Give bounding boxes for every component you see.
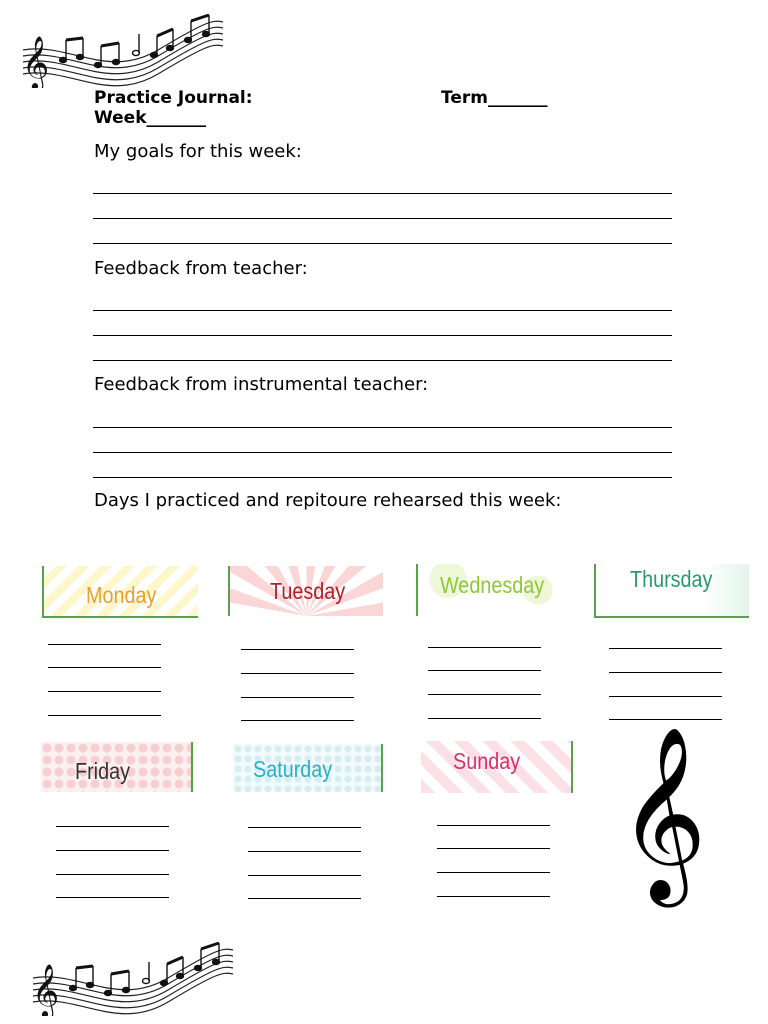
goals-line[interactable]: [93, 193, 672, 194]
practice-line[interactable]: [437, 848, 550, 849]
instrumental-feedback-label: Feedback from instrumental teacher:: [94, 374, 429, 395]
practice-line[interactable]: [609, 672, 722, 673]
practice-line[interactable]: [609, 719, 722, 720]
day-name: Monday: [86, 582, 157, 608]
practice-line[interactable]: [56, 874, 169, 875]
instrumental-feedback-line[interactable]: [93, 452, 672, 453]
term-field[interactable]: Term_______: [441, 88, 548, 108]
practice-line[interactable]: [56, 897, 169, 898]
practice-line[interactable]: [241, 649, 354, 650]
day-name: Saturday: [253, 756, 333, 782]
practice-line[interactable]: [48, 691, 161, 692]
practice-line[interactable]: [609, 648, 722, 649]
music-staff-icon: [28, 938, 238, 1016]
practice-line[interactable]: [56, 826, 169, 827]
practice-line[interactable]: [56, 850, 169, 851]
teacher-feedback-line[interactable]: [93, 335, 672, 336]
practice-line[interactable]: [248, 898, 361, 899]
svg-text:𝄞: 𝄞: [22, 35, 50, 88]
teacher-feedback-line[interactable]: [93, 310, 672, 311]
practice-line[interactable]: [248, 851, 361, 852]
journal-label: Practice Journal:: [94, 88, 253, 108]
goals-line[interactable]: [93, 218, 672, 219]
day-name: Sunday: [453, 748, 521, 774]
day-banner-friday: [41, 742, 193, 792]
practice-line[interactable]: [428, 694, 541, 695]
practice-line[interactable]: [48, 715, 161, 716]
day-banner-tuesday: [228, 566, 383, 616]
goals-label: My goals for this week:: [94, 141, 302, 162]
practice-line[interactable]: [437, 896, 550, 897]
treble-clef-icon: 𝄞: [618, 726, 707, 900]
day-banner-sunday: [421, 741, 573, 793]
week-field[interactable]: Week_______: [94, 108, 207, 128]
goals-line[interactable]: [93, 243, 672, 244]
practice-line[interactable]: [609, 696, 722, 697]
practice-line[interactable]: [428, 670, 541, 671]
instrumental-feedback-line[interactable]: [93, 427, 672, 428]
practice-line[interactable]: [48, 667, 161, 668]
day-name: Wednesday: [440, 572, 545, 598]
day-banner-wednesday: [416, 564, 568, 616]
practice-line[interactable]: [437, 872, 550, 873]
day-banner-saturday: [233, 744, 383, 792]
music-staff-icon: [18, 10, 228, 88]
day-name: Friday: [75, 758, 130, 784]
practice-days-label: Days I practiced and repitoure rehearsed this week:: [94, 490, 562, 511]
practice-line[interactable]: [437, 825, 550, 826]
practice-line[interactable]: [428, 718, 541, 719]
practice-line[interactable]: [248, 875, 361, 876]
day-name: Thursday: [630, 566, 713, 592]
practice-line[interactable]: [241, 720, 354, 721]
instrumental-feedback-line[interactable]: [93, 477, 672, 478]
practice-line[interactable]: [241, 697, 354, 698]
teacher-feedback-line[interactable]: [93, 360, 672, 361]
practice-line[interactable]: [48, 644, 161, 645]
svg-text:𝄞: 𝄞: [32, 963, 60, 1016]
day-banner-monday: [42, 566, 198, 618]
practice-line[interactable]: [248, 827, 361, 828]
day-banner-thursday: [594, 564, 749, 618]
teacher-feedback-label: Feedback from teacher:: [94, 258, 308, 279]
practice-line[interactable]: [428, 647, 541, 648]
day-name: Tuesday: [270, 578, 346, 604]
practice-line[interactable]: [241, 673, 354, 674]
